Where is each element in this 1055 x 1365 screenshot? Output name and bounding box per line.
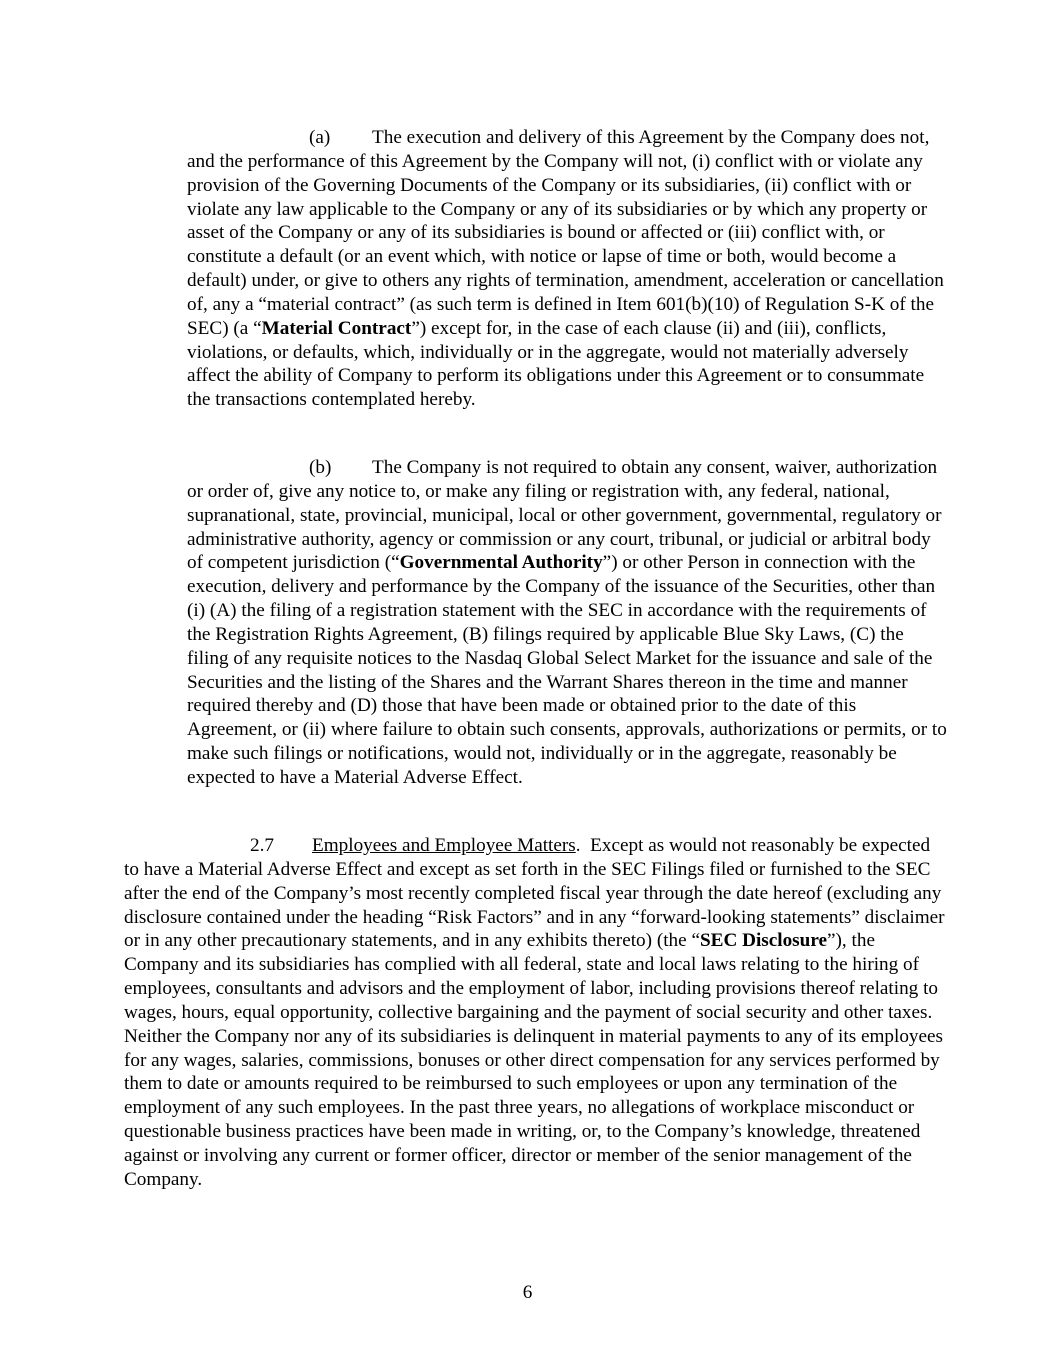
section-2-7-text-1: Except as would not reasonably be expected to have a Material Adverse Effect and except as set forth in the SEC Filings filed or furnished to the SEC after the end of the Company’s most recently completed fiscal year through the date hereof (excluding any disclosure contained under the heading “Risk Factors” and in any “forward-looking statements” disclaimer or in any other precautionary statements, and in any exhibits thereto) (the “ (124, 835, 945, 952)
clause-a-label: (a) (309, 127, 331, 148)
clause-b-paragraph (187, 456, 947, 790)
page-number: 6 (522, 1282, 533, 1303)
clause-a-paragraph (187, 126, 947, 412)
clause-b-text-2: ”) or other Person in connection with the execution, delivery and performance by the Company of the issuance of the Securities, other than (i) (A) the filing of a registration statement with the SEC in accordance with the requirements of the Registration Rights Agreement, (B) filings required by applicable Blue Sky Laws, (C) the filing of any requisite notices to the Nasdaq Global Select Market for the issuance and sale of the Securities and the listing of the Shares and the Warrant Shares thereon in the time and manner required thereby and (D) those that have been made or obtained prior to the date of this Agreement, or (ii) where failure to obtain such consents, approvals, authorizations or permits, or to make such filings or notifications, would not, individually or in the aggregate, reasonably be expected to have a Material Adverse Effect. (187, 552, 947, 788)
section-2-7-paragraph (124, 834, 947, 1192)
section-2-7-heading-suffix: . (575, 835, 581, 856)
clause-b-text-1: The Company is not required to obtain any consent, waiver, authorization or order of, give any notice to, or make any filing or registration with, any federal, national, supranational, state, provincial, municipal, local or other government, governmental, regulatory or administrative authority, agency or commission or any court, tribunal, or judicial or arbitral body of competent jurisdiction (“ (187, 457, 942, 574)
clause-b-defined-term: Governmental Authority (399, 552, 603, 574)
clause-b-label: (b) (309, 457, 332, 478)
clause-a-defined-term: Material Contract (261, 317, 412, 339)
clause-a-text-1: The execution and delivery of this Agreement by the Company does not, and the performance of this Agreement by the Company will not, (i) conflict with or violate any provision of the Governing Documents of the Company or its subsidiaries, (ii) conflict with or violate any law applicable to the Company or any of its subsidiaries or by which any property or asset of the Company or any of its subsidiaries is bound or affected or (iii) conflict with, or constitute a default (or an event which, with notice or lapse of time or both, would become a default) under, or give to others any rights of termination, amendment, acceleration or cancellation of, any a “material contract” (as such term is defined in Item 601(b)(10) of Regulation S-K of the SEC) (a “ (187, 127, 944, 339)
section-2-7-number: 2.7 (250, 835, 274, 856)
clause-a-text-2: ”) except for, in the case of each clause (ii) and (iii), conflicts, violations, or defaults, which, individually or in the aggregate, would not materially adversely affect the ability of Company to perform its obligations under this Agreement or to consummate the transactions contemplated hereby. (187, 317, 925, 411)
section-2-7-defined-term: SEC Disclosure (699, 930, 828, 952)
section-2-7-heading: Employees and Employee Matters (312, 835, 576, 856)
section-2-7-text-2: ”), the Company and its subsidiaries has complied with all federal, state and local laws relating to the hiring of employees, consultants and advisors and the employment of labor, including provisions thereof relating to wages, hours, equal opportunity, collective bargaining and the payment of social security and other taxes. Neither the Company nor any of its subsidiaries is delinquent in material payments to any of its employees for any wages, salaries, commissions, bonuses or other direct compensation for any services performed by them to date or amounts required to be reimbursed to such employees or upon any termination of the employment of any such employees. In the past three years, no allegations of workplace misconduct or questionable business practices have been made in writing, or, to the Company’s knowledge, threatened against or involving any current or former officer, director or member of the senior management of the Company. (124, 930, 944, 1190)
